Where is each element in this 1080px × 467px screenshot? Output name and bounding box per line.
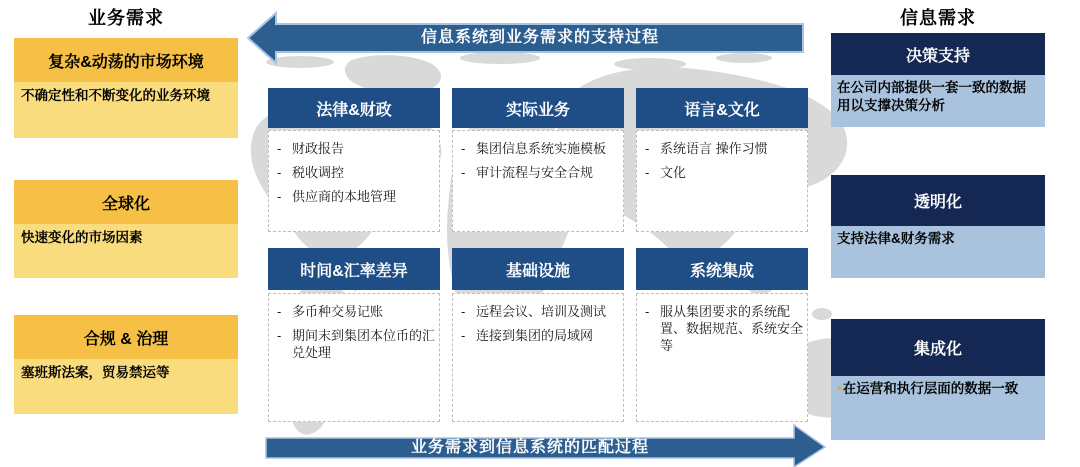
business-box-body: 塞班斯法案，贸易禁运等	[14, 359, 238, 414]
grid-header-actual-business: 实际业务	[452, 88, 624, 128]
grid-header-language-culture: 语言&文化	[636, 88, 808, 128]
list-item: - 多币种交易记账	[275, 303, 435, 320]
grid-header-infrastructure: 基础设施	[452, 248, 624, 290]
info-box-header: 决策支持	[831, 33, 1045, 75]
bullet-list	[459, 140, 619, 181]
grid-body-language-culture	[636, 130, 808, 232]
list-item: - 服从集团要求的系统配置、数据规范、系统安全等	[643, 303, 803, 354]
bullet-list	[459, 303, 619, 344]
grid-body-time-exchange	[268, 293, 440, 422]
info-box-body: 在公司内部提供一套一致的数据用以支撑决策分析	[831, 75, 1045, 127]
list-item: - 系统语言 操作习惯	[643, 140, 803, 157]
bullet-list	[643, 140, 803, 181]
business-box-body: 不确定性和不断变化的业务环境	[14, 82, 238, 138]
list-item: - 审计流程与安全合规	[459, 164, 619, 181]
list-item: - 连接到集团的局域网	[459, 327, 619, 344]
business-box-globalization	[14, 180, 238, 278]
top-arrow-label: 信息系统到业务需求的支持过程	[420, 29, 659, 46]
list-item: - 文化	[643, 164, 803, 181]
business-box-compliance	[14, 315, 238, 414]
bullet-list	[275, 140, 435, 205]
grid-body-law-finance	[268, 130, 440, 232]
business-box-header: 复杂&动荡的市场环境	[14, 38, 238, 82]
grid-body-infrastructure	[452, 293, 624, 422]
right-column-title: 信息需求	[900, 8, 976, 28]
grid-header-law-finance: 法律&财政	[268, 88, 440, 128]
info-box-body: 支持法律&财务需求	[831, 226, 1045, 278]
grid-header-system-integration: 系统集成	[636, 248, 808, 290]
bullet-list	[275, 303, 435, 361]
info-box-transparency	[831, 175, 1045, 278]
list-item: - 远程会议、培训及测试	[459, 303, 619, 320]
business-box-body: 快速变化的市场因素	[14, 224, 238, 278]
info-box-body-text: 在运营和执行层面的数据一致	[842, 381, 1019, 396]
list-item: - 期间末到集团本位币的汇兑处理	[275, 327, 435, 361]
grid-body-actual-business	[452, 130, 624, 232]
grid-body-system-integration	[636, 293, 808, 422]
list-item: - 集团信息系统实施模板	[459, 140, 619, 157]
info-box-body	[831, 376, 1045, 440]
list-item: - 供应商的本地管理	[275, 188, 435, 205]
info-box-integration	[831, 319, 1045, 440]
orange-bullet-icon: •	[837, 381, 842, 396]
grid-header-time-exchange: 时间&汇率差异	[268, 248, 440, 290]
info-box-header: 透明化	[831, 175, 1045, 226]
business-box-header: 全球化	[14, 180, 238, 224]
info-box-header: 集成化	[831, 319, 1045, 376]
list-item: - 税收调控	[275, 164, 435, 181]
business-box-header: 合规 & 治理	[14, 315, 238, 359]
info-box-decision-support	[831, 33, 1045, 127]
bottom-arrow-label: 业务需求到信息系统的匹配过程	[410, 439, 649, 456]
left-column-title: 业务需求	[88, 8, 164, 28]
bullet-list	[643, 303, 803, 354]
list-item: - 财政报告	[275, 140, 435, 157]
business-box-market-environment	[14, 38, 238, 138]
